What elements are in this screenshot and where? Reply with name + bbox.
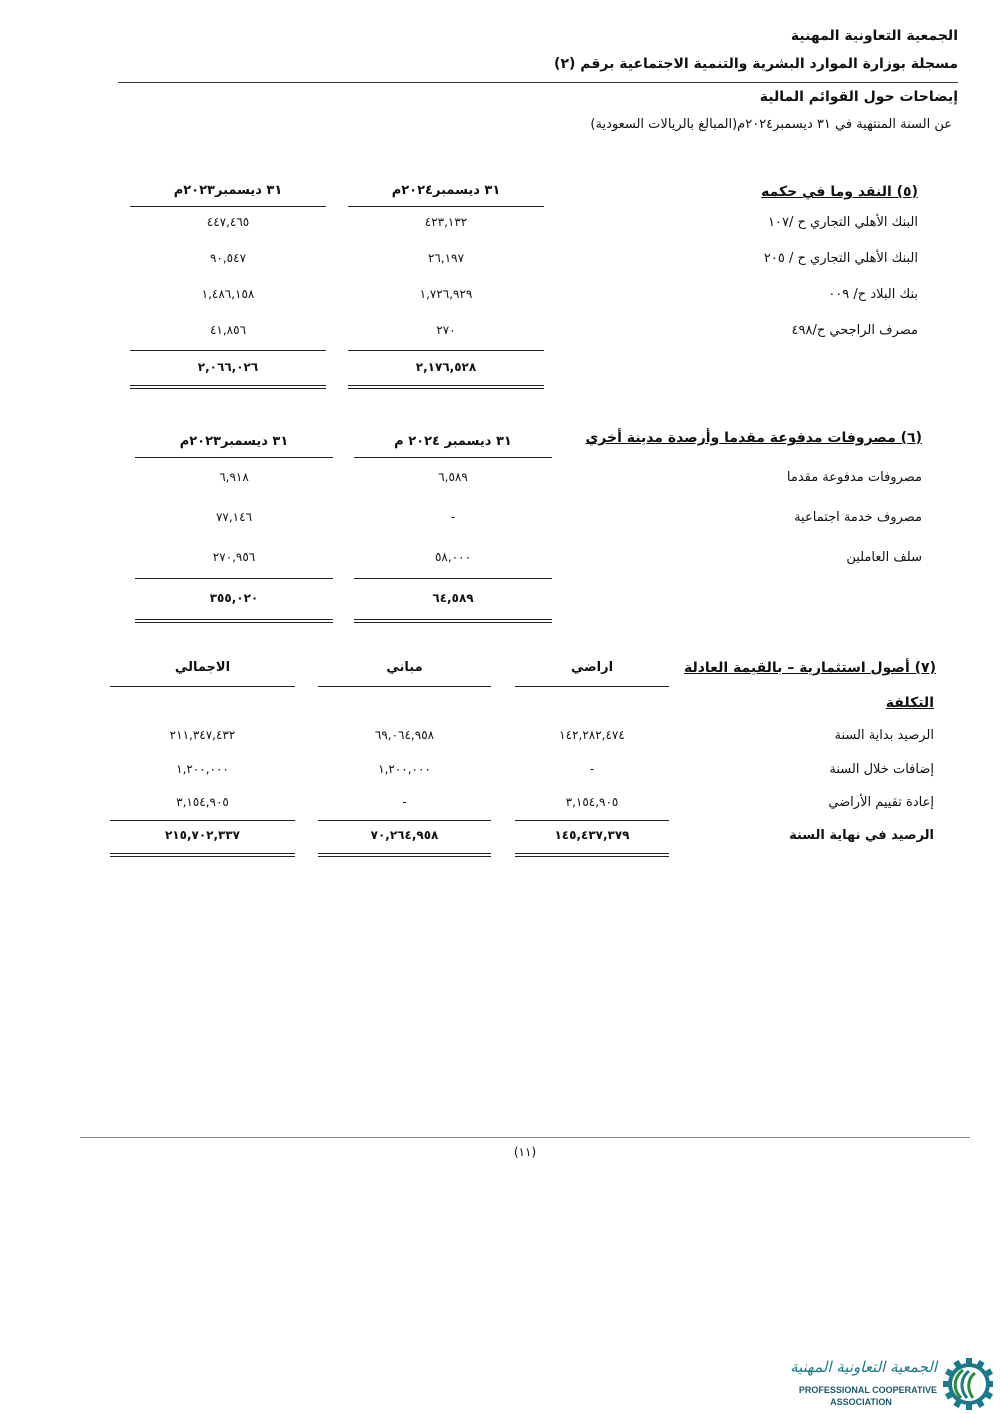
investments-row-total: ١,٢٠٠,٠٠٠ — [176, 762, 229, 776]
investments-end-total: ٢١٥,٧٠٢,٣٣٧ — [164, 828, 241, 842]
prepaid-row-2024: ٦,٥٨٩ — [438, 470, 468, 484]
cash-row-label: البنك الأهلي التجاري ح / ٢٠٥ — [763, 251, 918, 266]
cash-row-2024: ٢٦,١٩٧ — [427, 251, 465, 265]
investments-subtotal-rule-total — [110, 820, 295, 821]
investments-header-rule-land — [515, 686, 669, 687]
registration-line: مسجلة بوزارة الموارد البشرية والتنمية الاجتماعية برقم (٢) — [554, 56, 958, 72]
footer-divider — [80, 1137, 970, 1138]
investments-col-land-header: اراضي — [570, 660, 614, 675]
prepaid-row-label: سلف العاملين — [846, 550, 922, 565]
prepaid-total-double-rule-2024 — [354, 619, 552, 623]
prepaid-row-2023: ٧٧,١٤٦ — [215, 510, 253, 524]
cash-total-double-rule-2024 — [348, 385, 544, 389]
investments-subtotal-rule-land — [515, 820, 669, 821]
prepaid-header-rule-2023 — [135, 457, 333, 458]
investments-col-total-header: الاجمالي — [174, 660, 231, 675]
cash-header-rule-2023 — [130, 206, 326, 207]
investments-row-buildings: ١,٢٠٠,٠٠٠ — [378, 762, 431, 776]
document-title: إيضاحات حول القوائم المالية — [759, 89, 958, 105]
investments-cost-label: التكلفة — [885, 695, 934, 711]
prepaid-col-2024-header: ٣١ ديسمبر ٢٠٢٤ م — [394, 434, 512, 449]
prepaid-col-2023-header: ٣١ ديسمبر٢٠٢٣م — [179, 434, 289, 449]
association-logo — [785, 1352, 995, 1412]
investments-total-double-rule-land — [515, 853, 669, 857]
cash-row-2023: ٩٠,٥٤٧ — [209, 251, 247, 265]
investments-total-double-rule-buildings — [318, 853, 491, 857]
cash-row-label: البنك الأهلي التجاري ح /١٠٧ — [768, 215, 918, 230]
prepaid-subtotal-rule-2023 — [135, 578, 333, 579]
prepaid-row-2024: ٥٨,٠٠٠ — [434, 550, 472, 564]
prepaid-total-double-rule-2023 — [135, 619, 333, 623]
prepaid-row-2023: ٢٧٠,٩٥٦ — [212, 550, 256, 564]
header-divider — [118, 82, 958, 83]
investments-row-buildings: ٦٩,٠٦٤,٩٥٨ — [374, 728, 435, 742]
cash-subtotal-rule-2024 — [348, 350, 544, 351]
investments-row-land: ٣,١٥٤,٩٠٥ — [565, 795, 619, 809]
cash-row-label: مصرف الراجحي ح/٤٩٨ — [791, 323, 918, 338]
cash-row-2024: ٤٢٣,١٣٢ — [424, 215, 468, 229]
investments-row-land: ١٤٢,٢٨٢,٤٧٤ — [559, 728, 625, 742]
page-number: (١١) — [513, 1145, 537, 1159]
investments-total-double-rule-total — [110, 853, 295, 857]
investments-row-total: ٣,١٥٤,٩٠٥ — [176, 795, 229, 809]
investments-section-title: (٧) أصول استثمارية – بالقيمة العادلة — [683, 660, 936, 676]
investments-row-total: ٢١١,٣٤٧,٤٣٢ — [169, 728, 236, 742]
prepaid-total-2023: ٣٥٥,٠٢٠ — [209, 591, 259, 605]
logo-arabic-text: الجمعية التعاونية المهنية — [790, 1358, 937, 1376]
investments-row-label: إضافات خلال السنة — [829, 762, 934, 777]
investments-end-land: ١٤٥,٤٣٧,٣٧٩ — [554, 828, 630, 842]
investments-row-label: إعادة تقييم الأراضي — [828, 795, 934, 810]
cash-total-2024: ٢,١٧٦,٥٢٨ — [415, 360, 477, 374]
cash-row-2023: ٤١,٨٥٦ — [209, 323, 247, 337]
gear-emblem-icon — [941, 1354, 993, 1412]
cash-total-double-rule-2023 — [130, 385, 326, 389]
cash-total-2023: ٢,٠٦٦,٠٢٦ — [197, 360, 259, 374]
prepaid-subtotal-rule-2024 — [354, 578, 552, 579]
org-name: الجمعية التعاونية المهنية — [790, 28, 958, 44]
prepaid-total-2024: ٦٤,٥٨٩ — [432, 591, 474, 605]
investments-row-buildings: - — [402, 795, 407, 809]
logo-english-line2: ASSOCIATION — [830, 1397, 892, 1407]
investments-col-buildings-header: مباني — [386, 660, 423, 675]
investments-header-rule-total — [110, 686, 295, 687]
cash-col-2023-header: ٣١ ديسمبر٢٠٢٣م — [173, 183, 283, 198]
cash-subtotal-rule-2023 — [130, 350, 326, 351]
investments-header-rule-buildings — [318, 686, 491, 687]
cash-section-title: (٥) النقد وما في حكمه — [761, 184, 918, 200]
cash-col-2024-header: ٣١ ديسمبر٢٠٢٤م — [391, 183, 501, 198]
period-line: عن السنة المنتهية في ٣١ ديسمبر٢٠٢٤م(المبالغ بالريالات السعودية) — [590, 117, 952, 132]
prepaid-row-2024: - — [450, 510, 456, 524]
prepaid-header-rule-2024 — [354, 457, 552, 458]
cash-header-rule-2024 — [348, 206, 544, 207]
investments-end-buildings: ٧٠,٢٦٤,٩٥٨ — [370, 828, 439, 842]
cash-row-2023: ٤٤٧,٤٦٥ — [206, 215, 250, 229]
prepaid-row-label: مصروفات مدفوعة مقدما — [786, 470, 922, 485]
prepaid-section-title: (٦) مصروفات مدفوعة مقدما وأرصدة مدينة أخري — [585, 430, 922, 446]
investments-row-label: الرصيد بداية السنة — [834, 728, 934, 743]
cash-row-2024: ١,٧٢٦,٩٢٩ — [419, 287, 473, 301]
investments-subtotal-rule-buildings — [318, 820, 491, 821]
prepaid-row-2023: ٦,٩١٨ — [219, 470, 249, 484]
prepaid-row-label: مصروف خدمة اجتماعية — [794, 510, 922, 525]
cash-row-2023: ١,٤٨٦,١٥٨ — [201, 287, 255, 301]
logo-english-line1: PROFESSIONAL COOPERATIVE — [798, 1385, 937, 1395]
cash-row-2024: ٢٧٠ — [436, 323, 456, 337]
cash-row-label: بنك البلاد ح/ ٠٠٩ — [828, 287, 918, 302]
investments-end-label: الرصيد في نهاية السنة — [789, 828, 934, 843]
investments-row-land: - — [589, 762, 595, 776]
